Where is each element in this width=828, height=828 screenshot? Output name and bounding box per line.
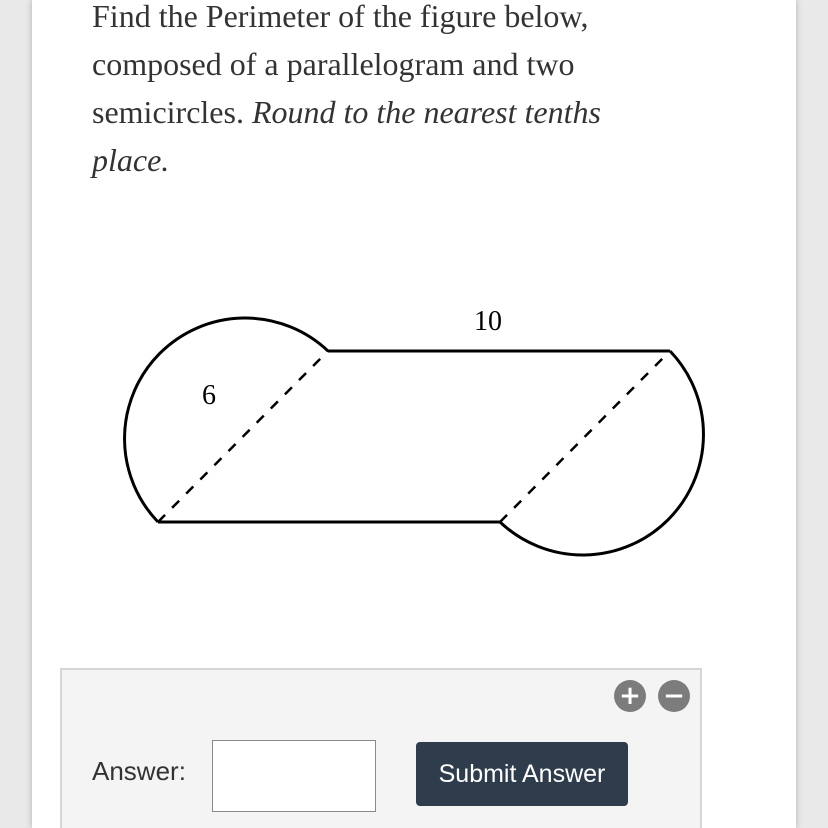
right-semicircle [500,351,703,555]
question-line-3: semicircles. [92,94,244,130]
right-diameter-dashed [500,351,670,522]
left-background [0,0,32,828]
answer-input[interactable] [212,740,376,812]
left-diameter-dashed [158,351,328,522]
top-length-label: 10 [474,306,502,337]
answer-label: Answer: [92,756,186,786]
plus-icon[interactable]: + [614,680,646,712]
rounding-instruction-end: place. [92,142,170,178]
question-line-1: Find the Perimeter of the figure below, [92,0,589,34]
left-semicircle [125,318,328,522]
diameter-label: 6 [202,380,216,411]
right-background [796,0,828,828]
submit-answer-button[interactable]: Submit Answer [416,742,628,806]
minus-icon[interactable]: − [658,680,690,712]
rounding-instruction: Round to the nearest tenths [251,94,601,130]
question-text [92,0,732,184]
question-line-2: composed of a parallelogram and two [92,46,575,82]
geometry-figure [112,290,752,580]
